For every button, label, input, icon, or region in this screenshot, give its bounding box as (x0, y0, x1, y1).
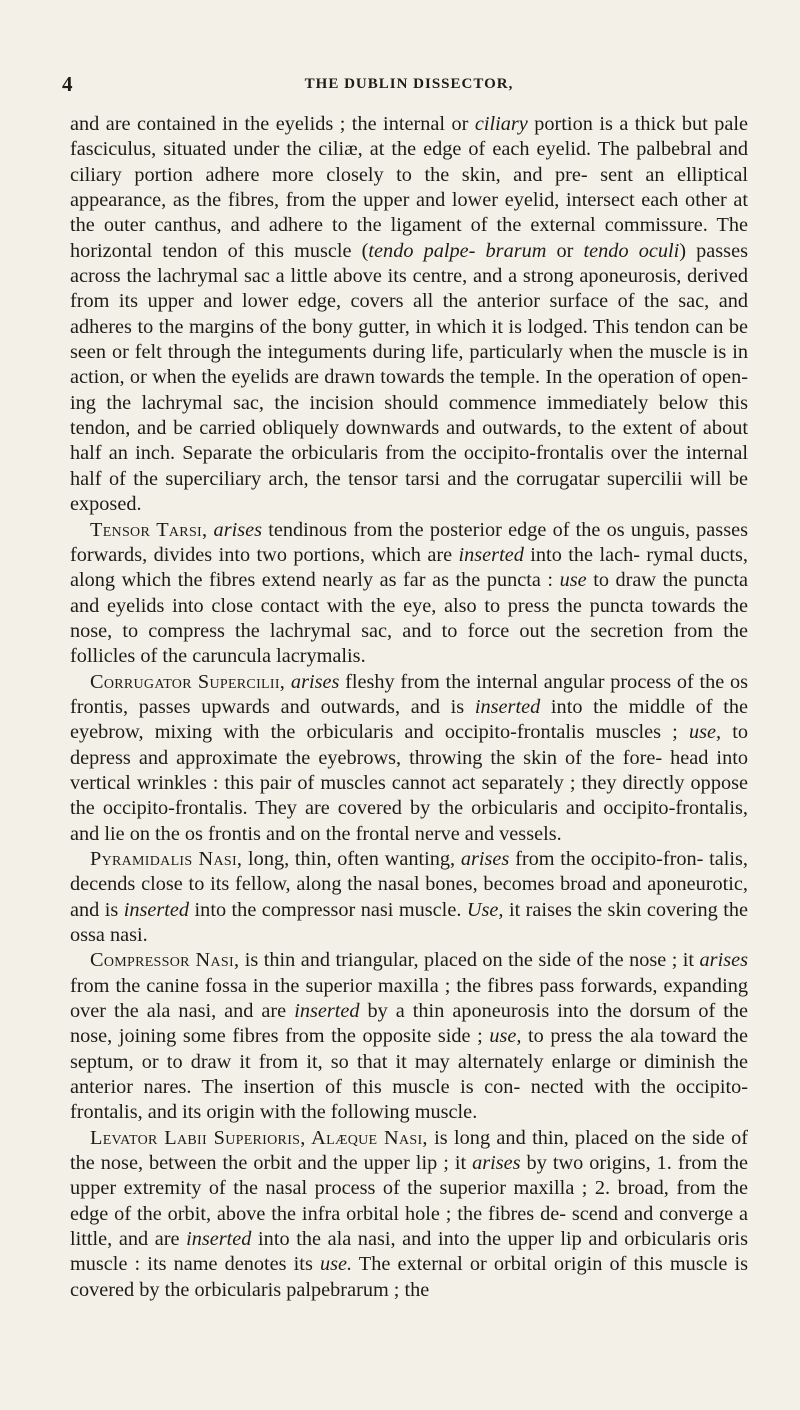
text-run: tendinous from the posterior edge of the os unguis, passes forwards, divides into two portions, which are (70, 518, 748, 566)
italic-text: inserted (474, 695, 541, 718)
muscle-heading: Tensor Tarsi, (90, 518, 208, 541)
italic-text: arises (699, 949, 748, 972)
italic-text: ciliary (474, 113, 528, 135)
italic-text: inserted (294, 1000, 360, 1023)
text-run: and are contained in the eyelids ; the internal or (70, 113, 475, 135)
muscle-heading: Levator Labii Superioris, Alæque Nasi, (90, 1126, 428, 1149)
italic-text: use, (688, 721, 722, 744)
paragraph (70, 670, 748, 847)
text-run: by a thin aponeurosis into the dorsum of the nose, joining some fibres from the opposite side ; (70, 1000, 749, 1048)
text-run: it raises the skin covering the ossa nasi. (70, 898, 749, 946)
text-run: from the canine fossa in the superior maxilla ; the fibres pass forwards, expanding over the ala nasi, and are (70, 974, 748, 1023)
text-run: to draw the puncta and eyelids into close contact with the eye, also to press the puncta towards the nose, to compress the lachrymal sac, and to force out the secretion from the follicles of the caruncula lacrymalis. (70, 569, 748, 668)
text-run: from the occipito-fron- talis, decends close to its fellow, along the nasal bones, becomes broad and aponeurotic, and is (70, 847, 748, 921)
italic-text: arises (460, 847, 510, 870)
text-run: fleshy from the internal angular process of the os frontis, passes upwards and outwards, and is (70, 670, 748, 718)
paragraph (70, 948, 748, 1125)
paragraph (70, 112, 748, 518)
paragraph (70, 518, 748, 670)
text-run: by two origins, 1. from the upper extremity of the nasal process of the superior maxilla ; 2. broad, from the edge of the orbit, above the infra orbital hole ; the fibres de- scend and converge a little, and are (70, 1152, 749, 1251)
running-head: THE DUBLIN DISSECTOR, (304, 76, 514, 92)
text-run: long, thin, often wanting, (242, 847, 461, 870)
italic-text: arises (290, 670, 340, 693)
text-run: is long and thin, placed on the side of the nose, between the orbit and the upper lip ; it (70, 1126, 748, 1175)
italic-text: tendo palpe- brarum (368, 239, 547, 262)
text-run: to depress and approximate the eyebrows, throwing the skin of the fore- head into vertical wrinkles : this pair of muscles cannot act separately ; they directly oppose the occipito-frontalis. They are covered by the orbicularis and occipito-frontalis, and lie on the os frontis and on the frontal nerve and vessels. (70, 721, 748, 845)
paragraph (70, 847, 748, 948)
text-run: into the middle of the eyebrow, mixing with the orbicularis and occipito-frontalis muscles ; (70, 695, 748, 744)
italic-text: arises (472, 1152, 521, 1175)
text-run: or (546, 239, 584, 262)
italic-text: inserted (458, 543, 524, 566)
text-run: The external or orbital origin of this muscle is covered by the orbicularis palpebrarum ; the (70, 1253, 748, 1301)
italic-text: tendo oculi (583, 239, 680, 262)
page-number: 4 (62, 72, 73, 96)
text-run: into the ala nasi, and into the upper lip and orbicularis oris muscle : its name denotes its (70, 1228, 748, 1276)
text-run: to press the ala toward the septum, or to draw it from it, so that it may alternately enlarge or diminish the anterior nares. The insertion of this muscle is con- nected with the occipito-frontalis, and its origin with the following muscle. (70, 1025, 748, 1124)
text-run: into the compressor nasi muscle. (189, 898, 467, 921)
page-header (62, 72, 748, 98)
paragraph (70, 1126, 748, 1303)
text-run: portion is a thick but pale fasciculus, situated under the ciliæ, at the edge of each eyelid. The palbebral and ciliary portion adhere more closely to the skin, and pre- sent an elliptical appearance, as the fibres, from the upper and lower eyelid, intersect each other at the outer canthus, and adhere to the ligament of the external commissure. The horizontal tendon of this muscle ( (70, 113, 748, 262)
italic-text: arises (213, 518, 263, 541)
italic-text: use. (319, 1253, 353, 1276)
text-run: is thin and triangular, placed on the side of the nose ; it (239, 949, 700, 972)
italic-text: inserted (123, 898, 190, 921)
muscle-heading: Corrugator Supercilii, (90, 670, 286, 693)
muscle-heading: Compressor Nasi, (90, 949, 240, 972)
italic-text: use, (489, 1025, 522, 1048)
muscle-heading: Pyramidalis Nasi, (90, 847, 243, 870)
text-run: ) passes across the lachrymal sac a little above its centre, and a strong aponeurosis, derived from its upper and lower edge, covers all the anterior surface of the sac, and adheres to the margins of the bony gutter, in which it is lodged. This tendon can be seen or felt through the integuments during life, particularly when the muscle is in action, or when the eyelids are drawn towards the temple. In the operation of open- ing the lachrymal sac, the incision should commence immediately below this tendon, and be carried obliquely downwards and outwards, to the extent of about half an inch. Separate the orbicularis from the occipito-frontalis over the internal half of the superciliary arch, the tensor tarsi and the corrugatar supercilii will be exposed. (70, 239, 748, 516)
italic-text: use (559, 569, 587, 592)
body-text (70, 112, 748, 1303)
italic-text: inserted (186, 1228, 252, 1251)
italic-text: Use, (466, 898, 504, 921)
text-run: into the lach- rymal ducts, along which the fibres extend nearly as far as the puncta : (70, 543, 748, 592)
